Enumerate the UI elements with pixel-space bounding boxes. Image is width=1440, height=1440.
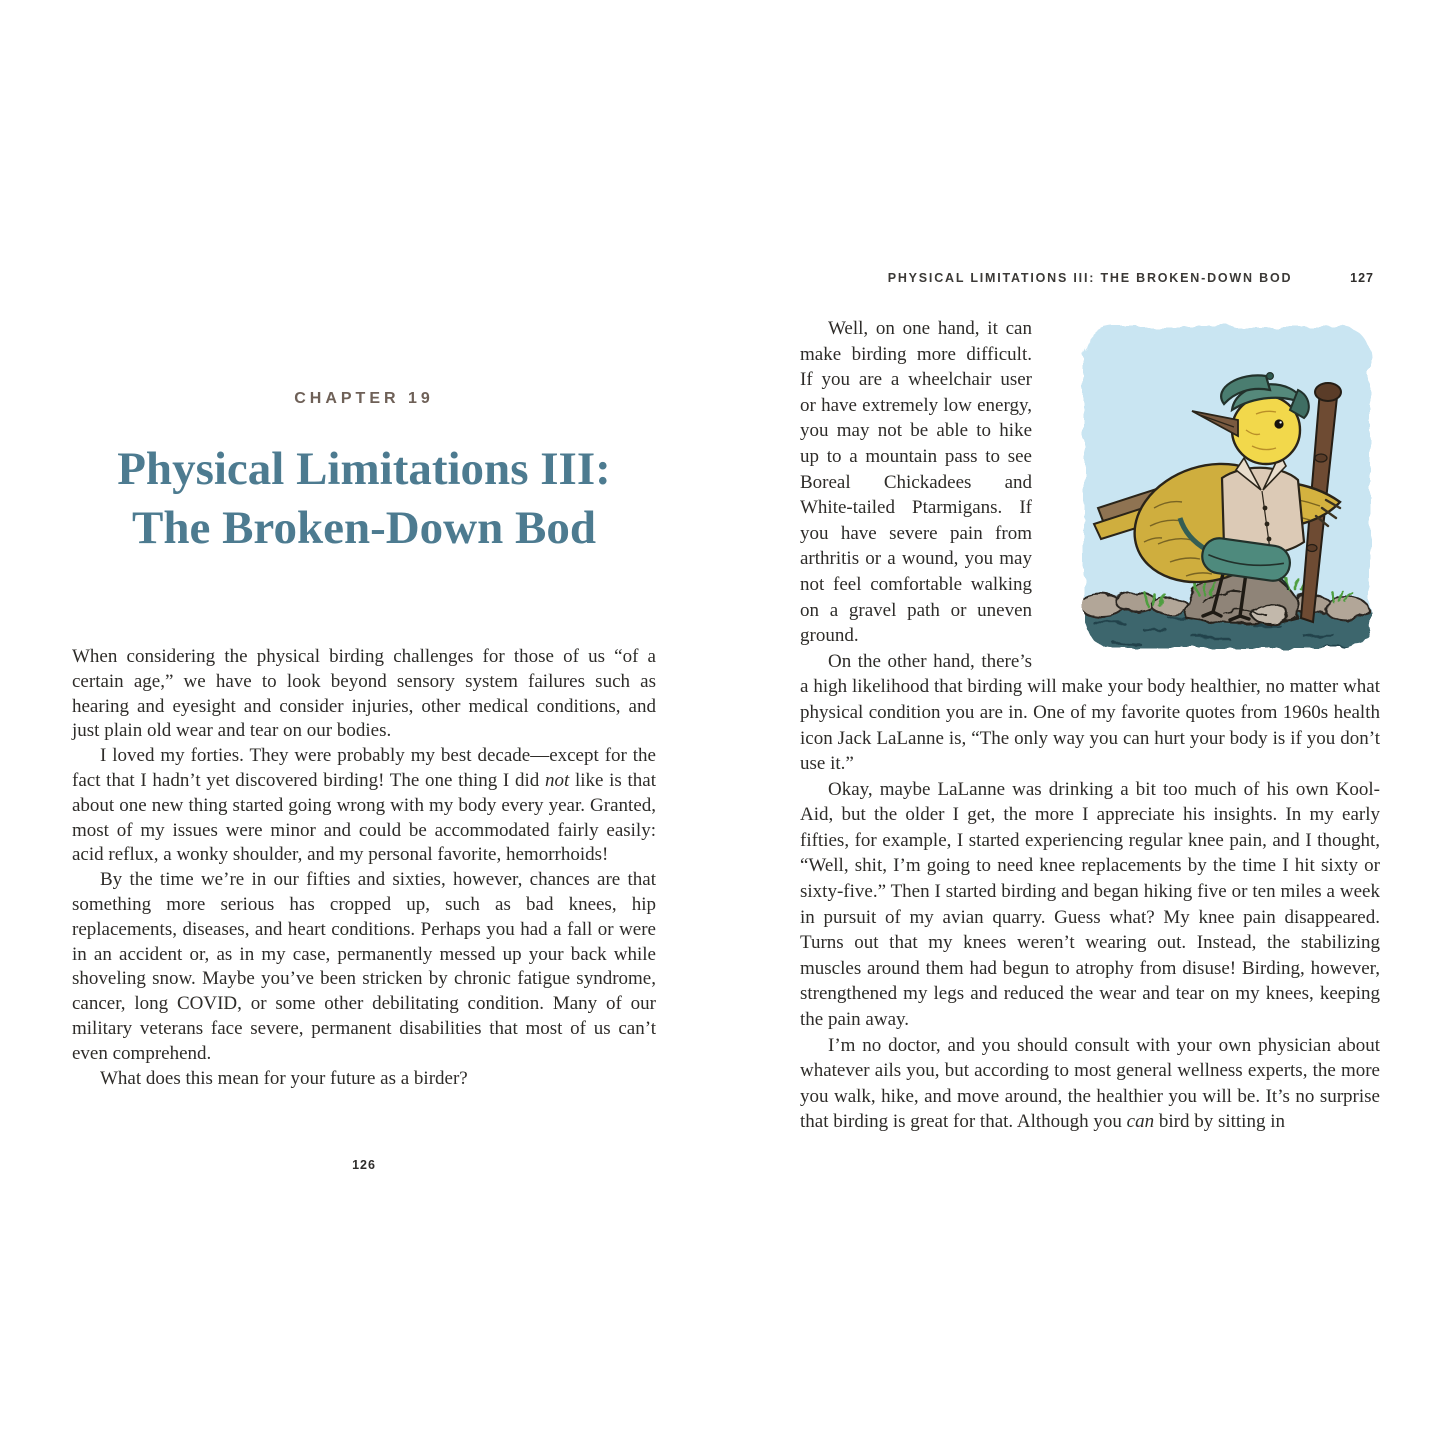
paragraph: By the time we’re in our fifties and sixties, however, chances are that something more serious has cropped up, such as bad knees, hip replacements, diseases, and heart conditions. Perhaps you had a fall or were in an accident or, as in my case, permanently messed up your back while shoveling snow. Maybe you’ve been stricken by chronic fatigue syndrome, cancer, long COVID, or some other debilitating condition. Many of our military veterans face severe, permanent disabilities that most of us can’t even comprehend. [72, 869, 656, 1064]
running-header [800, 271, 1380, 289]
paragraph: When considering the physical birding challenges for those of us “of a certain age,” we have to look beyond sensory system failures such as hearing and eyesight and consider injuries, other medical conditions, and just plain old wear and tear on our bodies. [72, 646, 656, 742]
chapter-title-line2: The Broken-Down Bod [131, 502, 596, 554]
page-right [800, 0, 1380, 1440]
chapter-title [52, 440, 676, 558]
chapter-title-line1: Physical Limitations III: [117, 443, 611, 495]
paragraph: I loved my forties. They were probably my best decade—except for the fact that I hadn’t yet discovered birding! The one thing I did not like is that about one new thing started going wrong with my body every year. Granted, most of my issues were minor and could be accommodated fairly easily: acid reflux, a wonky shoulder, and my personal favorite, hemorrhoids! [72, 745, 656, 866]
page-number-left: 126 [352, 1158, 376, 1172]
right-page-body [800, 316, 1380, 1135]
running-header-title: PHYSICAL LIMITATIONS III: THE BROKEN-DOWN BOD [887, 271, 1293, 285]
paragraph: Well, on one hand, it can make birding more difficult. If you are a wheelchair user or have extremely low energy, you may not be able to hike up to a mountain pass to see Boreal Chickadees and White-tailed Ptarmigans. If you have severe pain from arthritis or a wound, you may not feel comfortable walking on a gravel path or uneven ground. [800, 318, 1032, 647]
paragraph: On the other hand, there’s a high likelihood that birding will make your body healthier, no matter what physical condition you are in. One of my favorite quotes from 1960s health icon Jack LaLanne is, “The only way you can hurt your body is if you don’t use it.” [800, 650, 1380, 775]
bird-hiker-illustration [1074, 318, 1380, 660]
page-left [72, 0, 656, 1440]
paragraph: Okay, maybe LaLanne was drinking a bit too much of his own Kool-Aid, but the older I get, the more I appreciate his insights. In my early fifties, for example, I started experiencing regular knee pain, and I thought, “Well, shit, I’m going to need knee replacements by the time I hit sixty or sixty-five.” Then I started birding and began hiking five or ten miles a week in pursuit of my avian quarry. Guess what? My knee pain disappeared. Turns out that my knees weren’t wearing out. Instead, the stabilizing muscles around them had begun to atrophy from disuse! Birding, however, strengthened my legs and reduced the wear and tear on my knees, keeping the pain away. [800, 778, 1380, 1031]
left-page-body [72, 645, 656, 1091]
paragraph: I’m no doctor, and you should consult with your own physician about whatever ails you, but according to most general wellness experts, the more you walk, hike, and move around, the healthier you will be. It’s no surprise that birding is great for that. Although you can bird by sitting in [800, 1034, 1380, 1133]
page-number-right: 127 [1350, 271, 1374, 285]
paragraph: What does this mean for your future as a birder? [100, 1067, 468, 1089]
bird-hiker-illustration-svg [1074, 318, 1380, 660]
chapter-label: CHAPTER 19 [294, 390, 434, 407]
